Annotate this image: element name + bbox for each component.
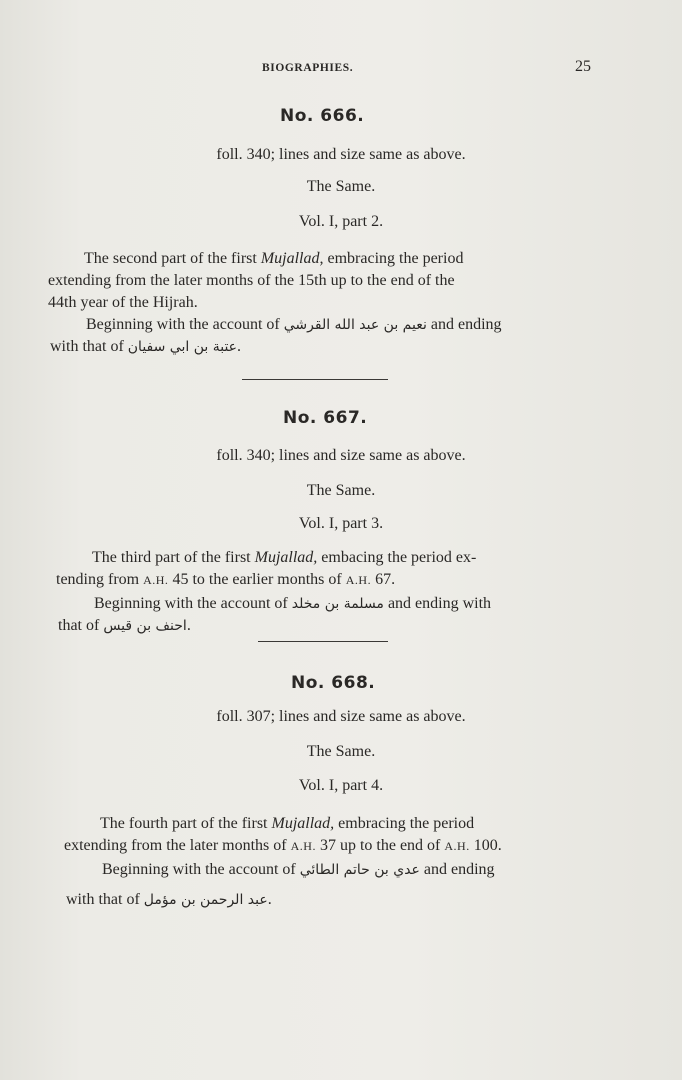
beginning-l2-prefix: with that of: [50, 338, 124, 355]
desc-text: The second part of the first: [84, 250, 257, 267]
beginning-prefix: Beginning with the account of: [102, 861, 296, 878]
desc-text: embacing the period ex-: [321, 549, 477, 566]
entry-668-title: No. 668.: [291, 673, 376, 693]
entry-668-volume: Vol. I, part 4.: [298, 777, 384, 794]
era-abbreviation: A.H.: [444, 839, 470, 853]
beginning-l2-prefix: that of: [58, 617, 100, 634]
desc-italic: Mujallad,: [271, 815, 335, 832]
entry-666-description: [48, 248, 596, 314]
desc-text: 45 to the earlier months of: [172, 571, 342, 588]
entry-667-subtitle: The Same.: [306, 482, 376, 499]
beginning-prefix: Beginning with the account of: [86, 316, 280, 333]
entry-667-description: [56, 547, 602, 591]
beginning-prefix: Beginning with the account of: [94, 595, 288, 612]
entry-667-title: No. 667.: [283, 408, 368, 428]
entry-668-description: [64, 813, 606, 857]
desc-text: The fourth part of the first: [100, 815, 268, 832]
arabic-name-end: عبد الرحمن بن مؤمل: [143, 892, 268, 908]
desc-text: 67.: [375, 571, 396, 588]
entry-666-folio: foll. 340; lines and size same as above.: [216, 146, 466, 163]
section-divider: [242, 379, 388, 380]
entry-668-subtitle: The Same.: [306, 743, 376, 760]
entry-666-volume: Vol. I, part 2.: [298, 213, 384, 230]
beginning-end: .: [186, 617, 191, 634]
desc-text: extending from the later months of the 15th up to the end of the: [48, 272, 455, 289]
desc-italic: Mujallad,: [254, 549, 318, 566]
entry-668-folio: foll. 307; lines and size same as above.: [216, 708, 466, 725]
beginning-l2-prefix: with that of: [66, 891, 140, 908]
desc-text: 44th year of the Hijrah.: [48, 294, 198, 311]
arabic-name-end: عتبة بن ابي سفيان: [127, 339, 238, 355]
entry-667-volume: Vol. I, part 3.: [298, 515, 384, 532]
running-title: BIOGRAPHIES.: [262, 62, 354, 74]
beginning-middle: and ending: [423, 861, 495, 878]
arabic-name-start: نعيم بن عبد الله القرشي: [283, 317, 427, 333]
section-divider: [258, 641, 388, 642]
era-abbreviation: A.H.: [345, 573, 372, 587]
era-abbreviation: A.H.: [290, 839, 316, 853]
arabic-name-end: احنف بن قيس: [103, 618, 187, 634]
beginning-end: .: [237, 338, 242, 355]
beginning-middle: and ending: [430, 316, 502, 333]
era-abbreviation: A.H.: [143, 573, 169, 587]
entry-666-subtitle: The Same.: [306, 178, 376, 195]
desc-text: embracing the period: [327, 250, 464, 267]
desc-text: 37 up to the end of: [319, 837, 441, 854]
entry-666-title: No. 666.: [280, 106, 365, 126]
desc-text: 100.: [473, 837, 502, 854]
desc-text: tending from: [56, 571, 140, 588]
beginning-middle: and ending with: [387, 595, 492, 612]
page-number: 25: [575, 58, 591, 75]
arabic-name-start: عدي بن حاتم الطائي: [299, 862, 420, 878]
desc-italic: Mujallad,: [260, 250, 324, 267]
entry-666-beginning: [50, 314, 598, 358]
desc-text: embracing the period: [338, 815, 475, 832]
desc-text: extending from the later months of: [64, 837, 287, 854]
entry-667-folio: foll. 340; lines and size same as above.: [216, 447, 466, 464]
entry-667-beginning: [58, 593, 602, 637]
arabic-name-start: مسلمة بن مخلد: [291, 596, 384, 612]
entry-668-beginning: [66, 855, 608, 915]
beginning-end: .: [267, 891, 272, 908]
desc-text: The third part of the first: [92, 549, 251, 566]
